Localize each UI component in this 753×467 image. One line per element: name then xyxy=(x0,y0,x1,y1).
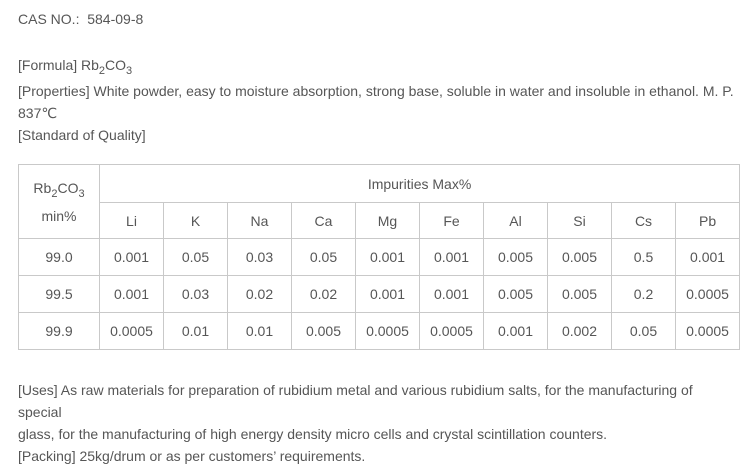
column-header-k: K xyxy=(164,203,228,239)
cas-number-line: CAS NO.: 584-09-8 xyxy=(18,11,144,27)
table-cell: 0.02 xyxy=(228,276,292,313)
melting-point-line: 837℃ xyxy=(18,105,58,121)
table-cell: 0.05 xyxy=(612,313,676,350)
purity-cell: 99.9 xyxy=(19,313,100,350)
table-cell: 0.0005 xyxy=(100,313,164,350)
formula-line xyxy=(18,54,735,76)
uses-line-1: [Uses] As raw materials for preparation of rubidium metal and various rubidium salts, for the manufacturing of special xyxy=(18,382,693,420)
table-cell: 0.005 xyxy=(484,276,548,313)
table-cell: 0.001 xyxy=(356,276,420,313)
table-cell: 0.01 xyxy=(228,313,292,350)
corner-header-cell xyxy=(19,165,100,239)
table-cell: 0.2 xyxy=(612,276,676,313)
column-header-cs: Cs xyxy=(612,203,676,239)
table-cell: 0.0005 xyxy=(356,313,420,350)
table-cell: 0.005 xyxy=(484,239,548,276)
uses-paragraph xyxy=(18,379,735,445)
standard-of-quality-line: [Standard of Quality] xyxy=(18,127,146,143)
formula-subscript-2: 2 xyxy=(98,64,106,77)
column-header-pb: Pb xyxy=(676,203,740,239)
table-cell: 0.02 xyxy=(292,276,356,313)
packing-line: [Packing] 25kg/drum or as per customers’ requirements. xyxy=(18,448,366,464)
table-cell: 0.002 xyxy=(548,313,612,350)
table-cell: 0.0005 xyxy=(676,313,740,350)
corner-min-label: min% xyxy=(41,207,77,224)
table-row xyxy=(19,239,740,276)
table-cell: 0.005 xyxy=(548,276,612,313)
impurities-header: Impurities Max% xyxy=(100,165,740,203)
column-header-mg: Mg xyxy=(356,203,420,239)
corner-formula-rb: Rb xyxy=(33,179,52,196)
table-cell: 0.0005 xyxy=(676,276,740,313)
purity-cell: 99.5 xyxy=(19,276,100,313)
column-header-ca: Ca xyxy=(292,203,356,239)
corner-subscript-3: 3 xyxy=(78,187,85,200)
corner-subscript-2: 2 xyxy=(51,187,58,200)
table-cell: 0.001 xyxy=(356,239,420,276)
table-cell: 0.001 xyxy=(100,276,164,313)
table-cell: 0.001 xyxy=(420,239,484,276)
uses-line-2: glass, for the manufacturing of high energy density micro cells and crystal scintillation counters. xyxy=(18,426,608,442)
table-cell: 0.0005 xyxy=(420,313,484,350)
properties-paragraph xyxy=(18,80,735,124)
column-header-na: Na xyxy=(228,203,292,239)
table-cell: 0.005 xyxy=(292,313,356,350)
column-header-fe: Fe xyxy=(420,203,484,239)
column-header-al: Al xyxy=(484,203,548,239)
table-cell: 0.001 xyxy=(420,276,484,313)
table-cell: 0.03 xyxy=(164,276,228,313)
table-cell: 0.5 xyxy=(612,239,676,276)
column-header-li: Li xyxy=(100,203,164,239)
formula-base-co: CO xyxy=(105,57,127,73)
corner-formula xyxy=(19,174,99,202)
table-cell: 0.001 xyxy=(676,239,740,276)
formula-base-rb: Rb xyxy=(81,57,99,73)
table-row xyxy=(19,313,740,350)
table-cell: 0.05 xyxy=(292,239,356,276)
table-row xyxy=(19,276,740,313)
corner-formula-co: CO xyxy=(57,179,79,196)
formula-label: [Formula] xyxy=(18,57,78,73)
table-cell: 0.03 xyxy=(228,239,292,276)
table-cell: 0.05 xyxy=(164,239,228,276)
table-cell: 0.001 xyxy=(484,313,548,350)
table-cell: 0.005 xyxy=(548,239,612,276)
quality-table xyxy=(18,164,740,350)
formula-subscript-3: 3 xyxy=(126,64,133,77)
properties-line-1: [Properties] White powder, easy to moisture absorption, strong base, soluble in water and insoluble in ethanol. M. P. xyxy=(18,83,734,99)
purity-cell: 99.0 xyxy=(19,239,100,276)
table-cell: 0.001 xyxy=(100,239,164,276)
column-header-si: Si xyxy=(548,203,612,239)
table-cell: 0.01 xyxy=(164,313,228,350)
